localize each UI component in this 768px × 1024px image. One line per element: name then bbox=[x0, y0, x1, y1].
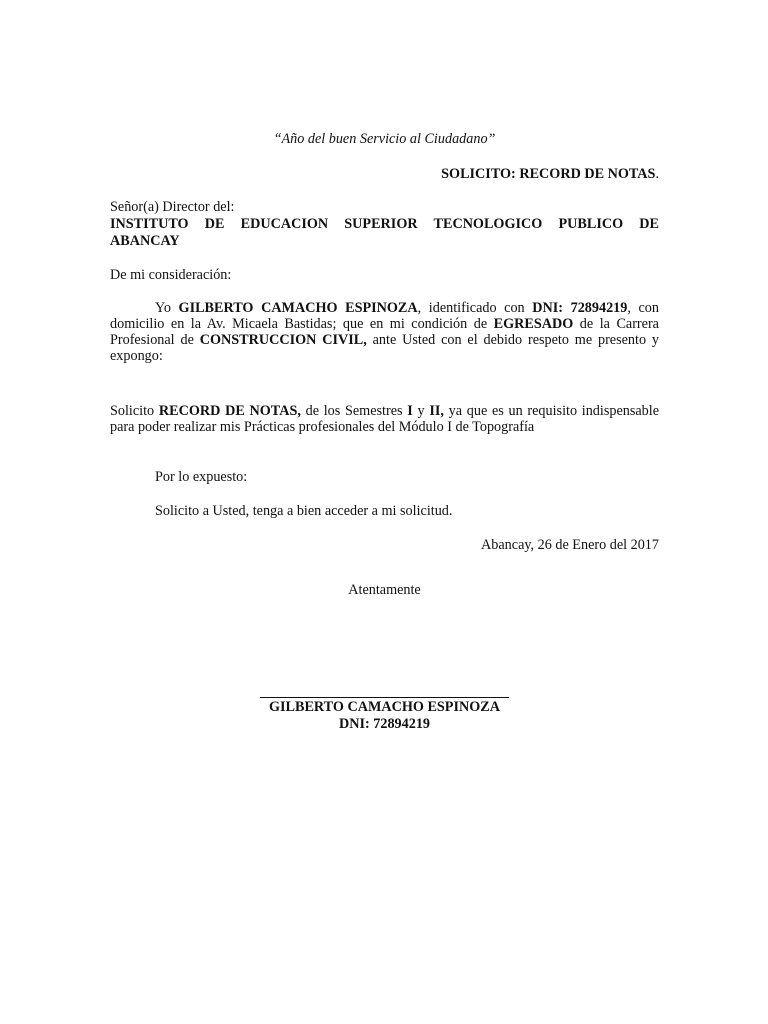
request-line: Solicito a Usted, tenga a bien acceder a mi solicitud. bbox=[155, 503, 453, 519]
signature-line bbox=[260, 697, 509, 698]
p1-applicant-name: GILBERTO CAMACHO ESPINOZA bbox=[178, 300, 418, 316]
institution-line-2: ABANCAY bbox=[110, 233, 180, 249]
p1-career: CONSTRUCCION CIVIL, bbox=[199, 332, 367, 348]
p1-text-1: Yo bbox=[155, 300, 179, 316]
p1-text-2: , identificado con bbox=[417, 300, 533, 316]
p2-record: RECORD DE NOTAS, bbox=[158, 403, 301, 419]
subject-label: SOLICITO: RECORD DE NOTAS bbox=[441, 166, 656, 182]
motto: “Año del buen Servicio al Ciudadano” bbox=[273, 131, 496, 147]
greeting: De mi consideración: bbox=[110, 267, 232, 283]
p2-text-4: ya que es un requisito indispensable para poder realizar mis Prácticas profesionales del Módulo I de Topografía bbox=[110, 403, 659, 435]
p1-text-4: de la Carrera Profesional de bbox=[110, 316, 659, 348]
paragraph-presentation bbox=[110, 300, 659, 364]
p2-semester-1: I bbox=[407, 403, 413, 419]
signature-name: GILBERTO CAMACHO ESPINOZA bbox=[268, 699, 500, 715]
closing: Atentamente bbox=[348, 582, 421, 598]
p1-text-3: , con domicilio en la Av. Micaela Bastidas; que en mi condición de bbox=[110, 300, 659, 332]
p1-text-5: ante Usted con el debido respeto me presento y expongo: bbox=[110, 332, 659, 364]
subject-line bbox=[110, 166, 659, 182]
por-lo-expuesto: Por lo expuesto: bbox=[155, 469, 248, 485]
p2-text-2: de los Semestres bbox=[300, 403, 408, 419]
p2-text-1: Solicito bbox=[110, 403, 159, 419]
subject-period: . bbox=[655, 166, 659, 182]
p1-status: EGRESADO bbox=[493, 316, 574, 332]
signature-dni: DNI: 72894219 bbox=[338, 716, 431, 732]
p1-dni: DNI: 72894219 bbox=[532, 300, 628, 316]
place-date: Abancay, 26 de Enero del 2017 bbox=[481, 537, 659, 553]
paragraph-request bbox=[110, 403, 659, 435]
p2-semester-2: II, bbox=[429, 403, 444, 419]
institution-line-1: INSTITUTO DE EDUCACION SUPERIOR TECNOLOGICO PUBLICO DE bbox=[110, 216, 659, 232]
p2-text-3: y bbox=[412, 403, 430, 419]
salutation: Señor(a) Director del: bbox=[110, 199, 235, 215]
